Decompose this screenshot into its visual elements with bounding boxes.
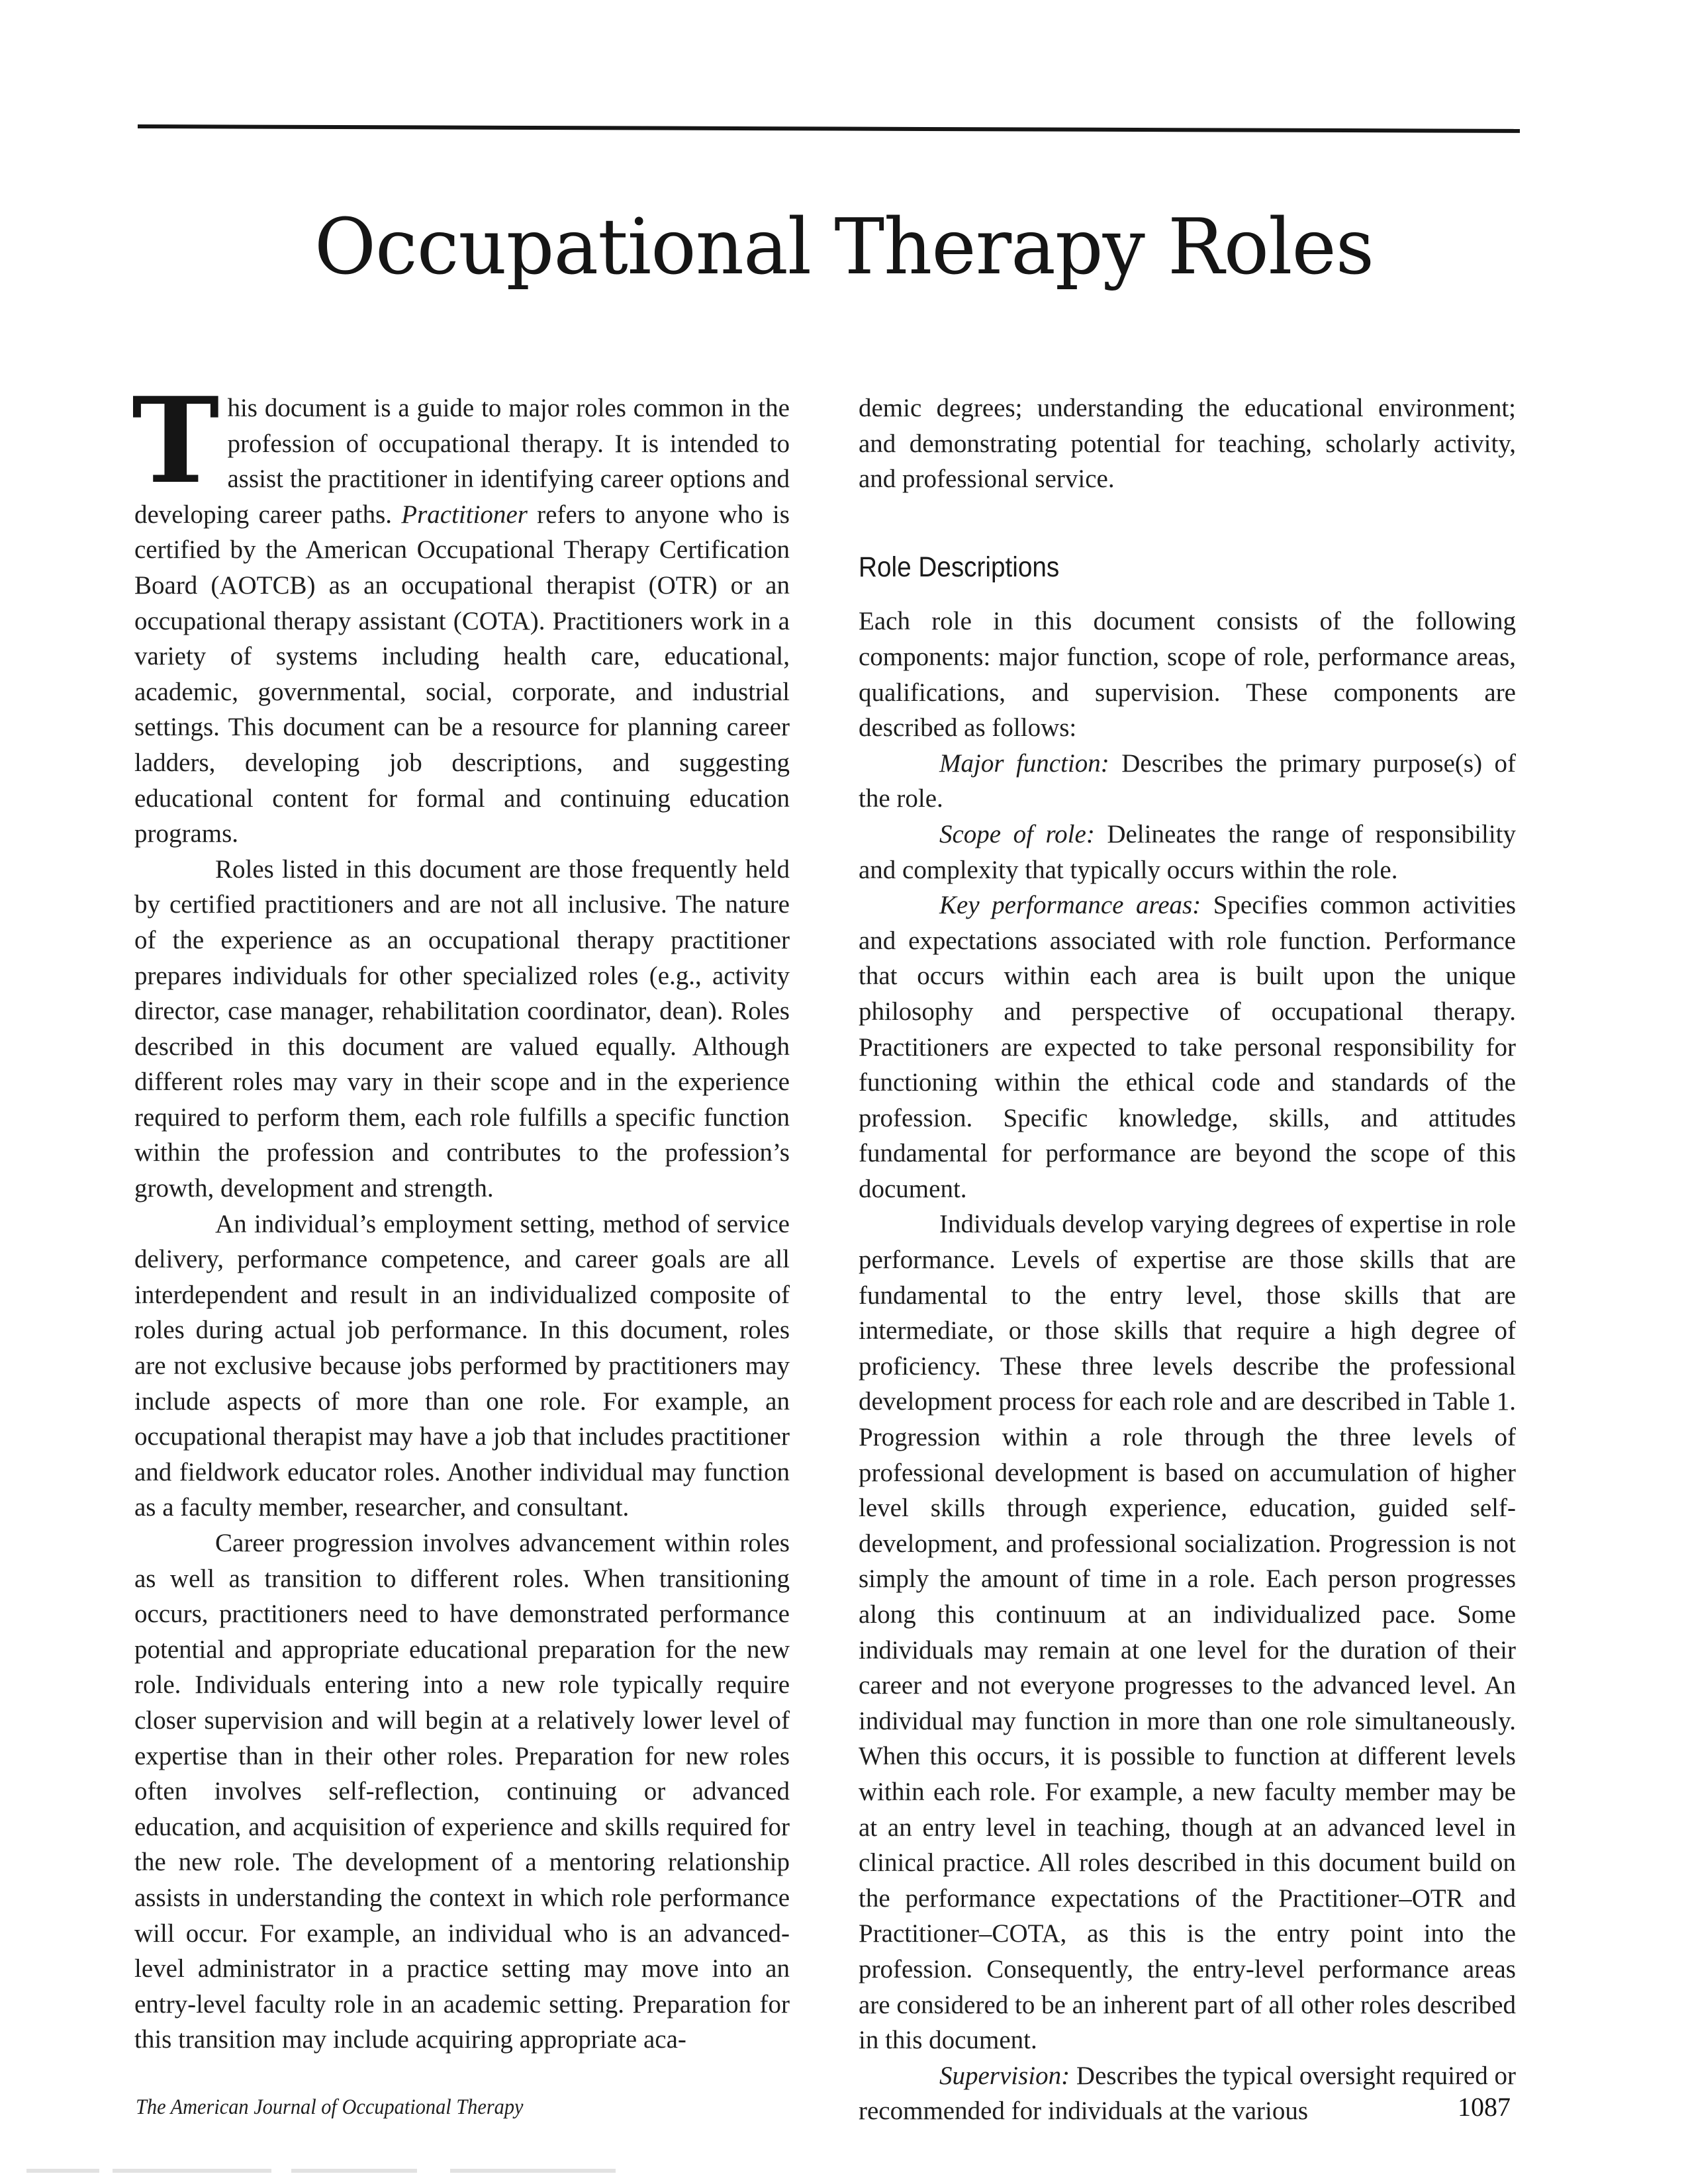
text-segment: Describes the typical oversight required or recommended for individuals at the various [859, 2061, 1516, 2126]
term-label: Key performance areas: [939, 891, 1201, 920]
section-heading-role-descriptions: Role Descriptions [859, 551, 1060, 583]
term-label: Scope of role: [939, 819, 1095, 848]
left-column [132, 371, 790, 2058]
scan-artifact [26, 2169, 99, 2173]
spacer [859, 497, 1516, 550]
scan-artifact [113, 2169, 271, 2173]
paragraph-intro [132, 371, 790, 852]
page-title: Occupational Therapy Roles [314, 202, 1374, 292]
text-segment: Career progression involves advancement within roles as well as transition to different roles. When transitioning occurs, practitioners need to have demonstrated performance potential and appropriate educational preparation for the new role. Individuals entering into a new role typically require closer supervision and will begin at a relatively lower level of expertise than in their other roles. Preparation for new roles often involves self-reflection, continuing or advanced education, and acquisition of experience and skills required for the new role. The development of a mentoring relationship assists in understanding the context in which role performance will occur. For example, an individual who is an advanced-level administrator in a practice setting may move into an entry-level faculty role in an academic setting. Preparation for this transition may include acquiring appropriate aca- [134, 1529, 790, 2054]
paragraph-scope-of-role [859, 817, 1516, 887]
paragraph [134, 1206, 790, 1525]
paragraph [859, 604, 1516, 745]
drop-cap: T [132, 371, 220, 510]
paragraph [134, 852, 790, 1206]
text-segment: his document is a guide to major roles common in the profession of occupational therapy. It is intended to assist the practitioner in identifying career options and developing career paths. [134, 394, 790, 529]
paragraph-key-performance-areas [859, 887, 1516, 1206]
paragraph [859, 1206, 1516, 2058]
text-segment: Specifies common activities and expectations associated with role function. Performance that occurs within each area is built upon the unique philosophy and perspective of occupational therapy. Practitioners are expected to take personal responsibility for functioning within the ethical code and standards of the profession. Specific knowledge, skills, and attitudes fundamental for performance are beyond the scope of this document. [859, 891, 1516, 1203]
text-segment: Delineates the range of responsibility and complexity that typically occurs within the role. [859, 819, 1516, 884]
paragraph [134, 1525, 790, 2058]
text-segment: Each role in this document consists of the following components: major function, scope of role, performance areas, qualifications, and supervision. These components are described as follows: [859, 607, 1516, 743]
paragraph-supervision [859, 2058, 1516, 2129]
text-segment-italic: Practitioner [401, 500, 528, 529]
top-rule [138, 124, 1520, 133]
paragraph-major-function [859, 746, 1516, 817]
spacer [859, 585, 1516, 604]
paragraph-continuation: demic degrees; understanding the educational environment; and demonstrating potential for teaching, scholarly activity, and professional service. [859, 394, 1516, 494]
text-segment: Individuals develop varying degrees of expertise in role performance. Levels of expertise are those skills that are fundamental to the entry level, those skills that are intermediate, or those skills that require a high degree of proficiency. These three levels describe the professional development process for each role and are described in Table 1. Progression within a role through the three levels of professional development is based on accumulation of higher level skills through experience, education, guided self-development, and professional socialization. Progression is not simply the amount of time in a role. Each person progresses along this continuum at an individualized pace. Some individuals may remain at one level for the duration of their career and not everyone progresses to the advanced level. An individual may function in more than one role simultaneously. When this occurs, it is possible to function at different levels within each role. For example, a new faculty member may be at an entry level in teaching, though at an advanced level in clinical practice. All roles described in this document build on the performance expectations of the Practitioner–OTR and Practitioner–COTA, as this is the entry point into the profession. Consequently, the entry-level performance areas are considered to be an inherent part of all other roles described in this document. [859, 1210, 1516, 2055]
term-label: Supervision: [939, 2061, 1070, 2090]
text-segment: An individual’s employment setting, method of service delivery, performance competence, and career goals are all interdependent and result in an individualized composite of roles during actual job performance. In this document, roles are not exclusive because jobs performed by practitioners may include aspects of more than one role. For example, an occupational therapist may have a job that includes practitioner and fieldwork educator roles. Another individual may function as a faculty member, researcher, and consultant. [134, 1209, 790, 1522]
text-segment: refers to anyone who is certified by the American Occupational Therapy Certification Board (AOTCB) as an occupational therapist (OTR) or an occupational therapy assistant (COTA). Practitioners work in a variety of systems including health care, educational, academic, governmental, social, corporate, and industrial settings. This document can be a resource for planning career ladders, developing job descriptions, and suggesting educational content for formal and continuing education programs. [134, 500, 790, 848]
right-column [859, 390, 1516, 2129]
text-segment: Describes the primary purpose(s) of the role. [859, 749, 1516, 813]
text-segment: Roles listed in this document are those frequently held by certified practitioners and are not all inclusive. The nature of the experience as an occupational therapy practitioner prepares individuals for other specialized roles (e.g., activity director, case manager, rehabilitation coordinator, dean). Roles described in this document are valued equally. Although different roles may vary in their scope and in the experience required to perform them, each role fulfills a specific function within the profession and contributes to the profession’s growth, development and strength. [134, 854, 790, 1203]
scan-artifact [291, 2169, 417, 2173]
term-label: Major function: [939, 749, 1109, 778]
page-number: 1087 [1458, 2092, 1511, 2122]
scan-artifact [450, 2169, 616, 2173]
footer-journal-name: The American Journal of Occupational Therapy [136, 2095, 524, 2119]
